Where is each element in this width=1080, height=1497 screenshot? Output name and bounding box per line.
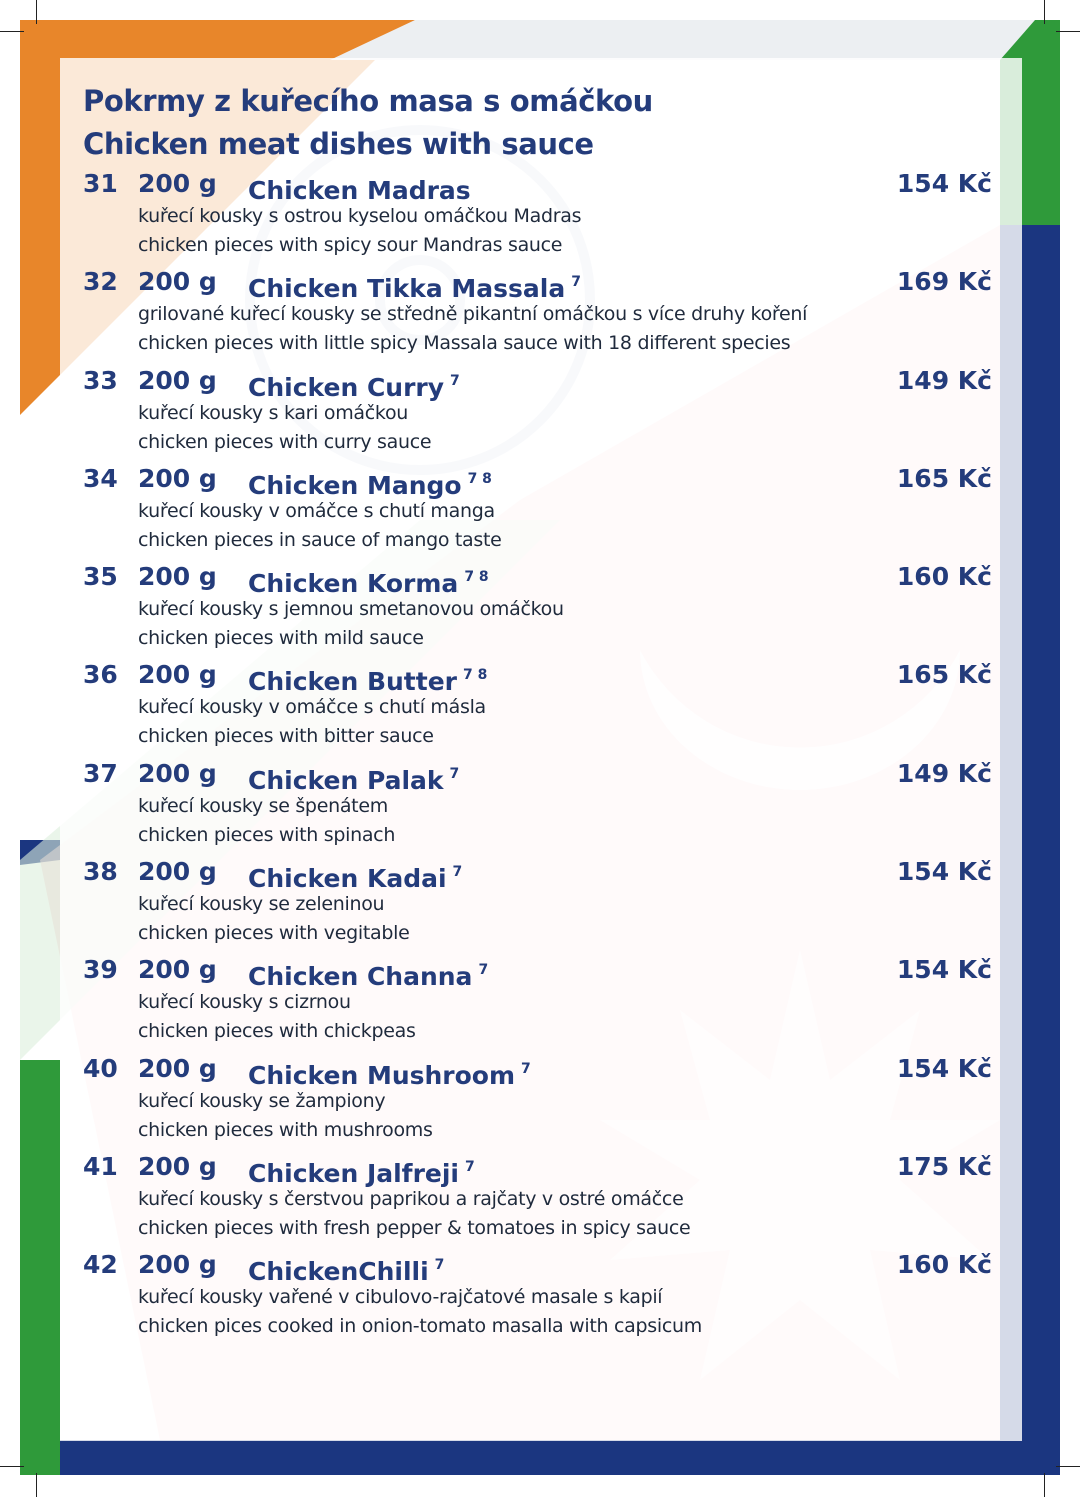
- item-description-cz: kuřecí kousky se špenátem: [138, 794, 388, 817]
- menu-item: [83, 461, 998, 559]
- item-description-en: chicken pieces with chickpeas: [138, 1020, 416, 1043]
- menu-item: [83, 559, 998, 657]
- item-weight: 200 g: [138, 169, 217, 198]
- menu-item: [83, 657, 998, 755]
- item-weight: 200 g: [138, 1250, 217, 1280]
- item-name: Chicken Mango: [248, 470, 462, 500]
- item-price: 165 Kč: [896, 660, 992, 690]
- item-name: Chicken Korma: [248, 569, 459, 599]
- allergen-codes: 7: [571, 274, 581, 291]
- allergen-codes: 7: [434, 1257, 445, 1274]
- menu-item-header: [83, 1247, 998, 1287]
- item-name: Chicken Mushroom: [248, 1060, 516, 1090]
- menu-item: [83, 1051, 998, 1149]
- item-name: Chicken Butter: [248, 667, 457, 697]
- item-price: 160 Kč: [896, 1250, 992, 1280]
- menu-item: [83, 363, 998, 461]
- item-name-wrap: [248, 854, 462, 897]
- menu-item-header: [83, 559, 998, 599]
- item-weight: 200 g: [138, 660, 217, 690]
- menu-item-header: [83, 363, 998, 402]
- item-weight: 200 g: [138, 1053, 217, 1083]
- item-price: 154 Kč: [896, 857, 992, 887]
- item-number: 38: [83, 857, 118, 887]
- item-description-cz: kuřecí kousky s kari omáčkou: [138, 401, 409, 424]
- item-name-wrap: [248, 264, 581, 307]
- item-description-cz: kuřecí kousky v omáčce s chutí manga: [138, 499, 495, 522]
- item-price: 154 Kč: [896, 955, 992, 985]
- item-number: 31: [83, 169, 118, 198]
- item-description-cz: kuřecí kousky s ostrou kyselou omáčkou Madras: [138, 205, 582, 227]
- menu-item-header: [83, 952, 998, 992]
- item-description-cz: kuřecí kousky se žampiony: [138, 1089, 386, 1112]
- item-number: 37: [83, 758, 118, 788]
- menu-item: [83, 1247, 998, 1345]
- item-description-en: chicken pieces with spicy sour Mandras sauce: [138, 234, 563, 256]
- item-price: 149 Kč: [896, 365, 992, 395]
- item-number: 42: [83, 1250, 118, 1280]
- item-name: Chicken Madras: [248, 176, 471, 205]
- item-number: 32: [83, 267, 118, 297]
- item-description-cz: kuřecí kousky v omáčce s chutí másla: [138, 696, 486, 719]
- item-name: Chicken Channa: [248, 962, 473, 992]
- allergen-codes: 7 8: [467, 470, 492, 487]
- navy-band-bottom: [60, 1440, 1060, 1475]
- item-number: 36: [83, 660, 118, 690]
- item-name-wrap: [248, 1149, 475, 1192]
- item-name: Chicken Palak: [248, 765, 444, 795]
- item-price: 154 Kč: [896, 169, 992, 198]
- menu-item-header: [83, 1051, 998, 1090]
- item-number: 35: [83, 562, 118, 592]
- item-description-en: chicken pieces in sauce of mango taste: [138, 528, 502, 551]
- menu-item-header: [83, 657, 998, 697]
- item-number: 33: [83, 365, 118, 395]
- item-price: 165 Kč: [896, 463, 992, 493]
- item-description-en: chicken pieces with curry sauce: [138, 430, 432, 453]
- item-weight: 200 g: [138, 758, 217, 788]
- item-price: 160 Kč: [896, 562, 992, 592]
- item-weight: 200 g: [138, 1151, 217, 1181]
- item-description-cz: kuřecí kousky s jemnou smetanovou omáčkou: [138, 598, 564, 621]
- item-number: 40: [83, 1053, 118, 1083]
- item-name-wrap: [248, 756, 459, 799]
- item-name-wrap: [248, 461, 492, 504]
- allergen-codes: 7: [449, 765, 460, 782]
- item-number: 34: [83, 463, 118, 493]
- item-description-en: chicken pieces with spinach: [138, 823, 396, 846]
- item-description-cz: kuřecí kousky se zeleninou: [138, 893, 385, 916]
- menu-item-header: [83, 264, 998, 304]
- menu-item-list: [83, 166, 998, 1346]
- item-price: 169 Kč: [896, 267, 992, 297]
- allergen-codes: 7 8: [464, 569, 489, 586]
- item-number: 41: [83, 1151, 118, 1181]
- item-number: 39: [83, 955, 118, 985]
- allergen-codes: 7: [521, 1060, 531, 1077]
- allergen-codes: 7: [452, 864, 463, 881]
- item-name-wrap: [248, 166, 477, 209]
- item-name: Chicken Kadai: [248, 864, 447, 894]
- item-price: 154 Kč: [896, 1053, 992, 1083]
- allergen-codes: 7: [478, 962, 489, 979]
- item-name-wrap: [248, 1247, 444, 1290]
- item-description-en: chicken pieces with mushrooms: [138, 1118, 433, 1141]
- menu-item: [83, 756, 998, 854]
- item-description-en: chicken pieces with bitter sauce: [138, 725, 434, 748]
- allergen-codes: 7: [450, 372, 460, 389]
- menu-item-header: [83, 166, 998, 205]
- allergen-codes: 7: [465, 1158, 475, 1175]
- item-weight: 200 g: [138, 463, 217, 493]
- menu-content: [83, 80, 998, 1346]
- item-name-wrap: [248, 952, 488, 995]
- item-price: 175 Kč: [896, 1151, 992, 1181]
- menu-item-header: [83, 756, 998, 795]
- item-description-en: chicken pieces with vegitable: [138, 922, 410, 945]
- menu-item: [83, 854, 998, 952]
- item-price: 149 Kč: [896, 758, 992, 788]
- green-band-left: [20, 1060, 60, 1475]
- item-weight: 200 g: [138, 857, 217, 887]
- item-name-wrap: [248, 1051, 531, 1094]
- menu-item: [83, 1149, 998, 1247]
- item-weight: 200 g: [138, 955, 217, 985]
- menu-item: [83, 166, 998, 264]
- item-description-cz: grilované kuřecí kousky se středně pikantní omáčkou s více druhy koření: [138, 303, 808, 326]
- allergen-codes: 7 8: [462, 667, 488, 684]
- item-description-en: chicken pieces with fresh pepper & tomatoes in spicy sauce: [138, 1216, 691, 1239]
- item-name: Chicken Curry: [248, 372, 445, 402]
- section-title-cz: Pokrmy z kuřecího masa s omáčkou: [83, 84, 653, 118]
- item-weight: 200 g: [138, 365, 217, 395]
- item-name: Chicken Jalfreji: [248, 1158, 459, 1188]
- item-description-cz: kuřecí kousky s cizrnou: [138, 991, 351, 1014]
- item-description-en: chicken pices cooked in onion-tomato masalla with capsicum: [138, 1315, 702, 1338]
- item-description-cz: kuřecí kousky vařené v cibulovo-rajčatové masale s kapií: [138, 1286, 663, 1309]
- item-name-wrap: [248, 363, 460, 406]
- item-weight: 200 g: [138, 267, 217, 297]
- section-title-en: Chicken meat dishes with sauce: [83, 127, 594, 161]
- item-description-en: chicken pieces with little spicy Massala sauce with 18 different species: [138, 332, 791, 355]
- item-name: ChickenChilli: [248, 1257, 429, 1287]
- menu-item-header: [83, 461, 998, 500]
- item-description-en: chicken pieces with mild sauce: [138, 627, 424, 650]
- item-name: Chicken Tikka Massala: [248, 274, 566, 304]
- item-weight: 200 g: [138, 562, 217, 592]
- item-name-wrap: [248, 657, 487, 700]
- menu-item-header: [83, 1149, 998, 1188]
- menu-item: [83, 952, 998, 1050]
- menu-item-header: [83, 854, 998, 894]
- menu-item: [83, 264, 998, 362]
- item-description-cz: kuřecí kousky s čerstvou paprikou a rajčaty v ostré omáčce: [138, 1187, 684, 1210]
- item-name-wrap: [248, 559, 489, 602]
